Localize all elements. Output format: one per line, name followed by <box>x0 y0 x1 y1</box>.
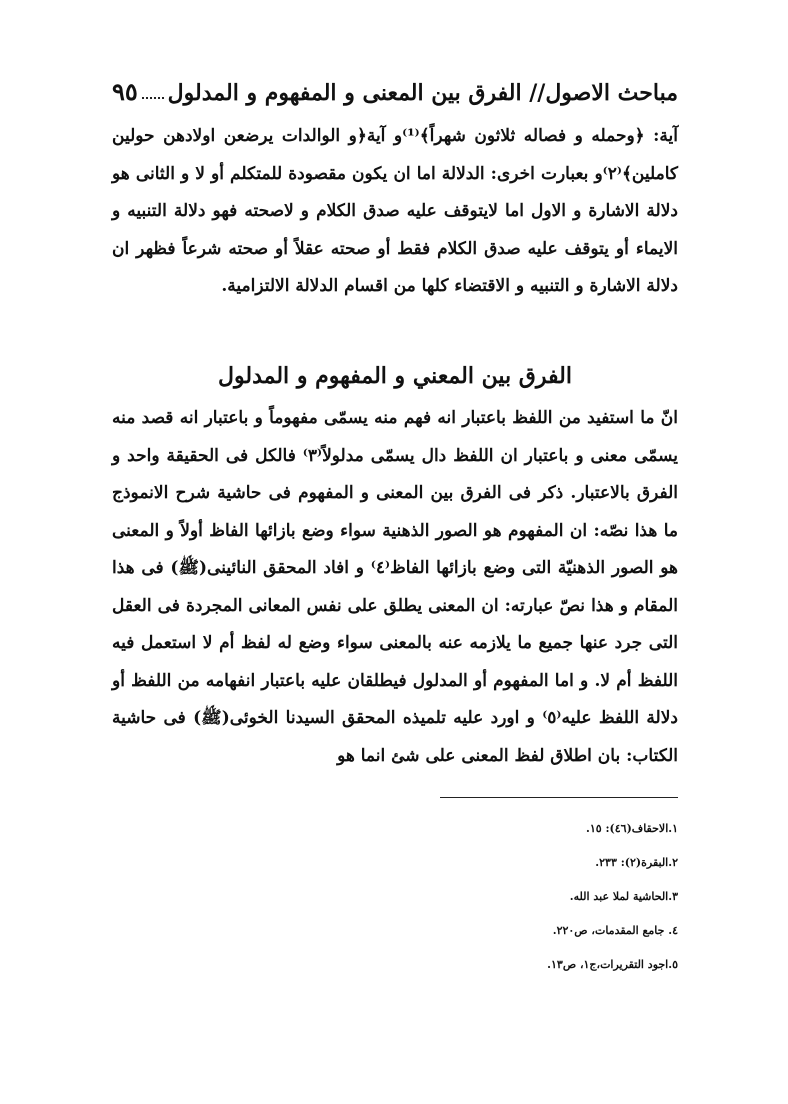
footnote-3: ٣.الحاشية لملا عبد الله. <box>569 890 678 903</box>
paragraph-2-text: انّ ما استفيد من اللفظ باعتبار انه فهم منه يسمّى مفهوماً و باعتبار انه قصد منه يسمّى معنى و باعتبار ان اللفظ دال يسمّى مدلولاً⁽٣⁾ فالكل فى الحقيقة واحد و الفرق بالاعتبار. ذكر فى الفرق بين المعنى و المفهوم فى حاشية شرح الانموذج ما هذا نصّه: ان المفهوم هو الصور الذهنية سواء وضع بازائها الفاظ أولاً و المعنى هو الصور الذهنيّة التى وضع بازائها الفاظ⁽٤⁾ و افاد المحقق النائينى(ﷺ) فى هذا المقام و هذا نصّ عبارته: ان المعنى يطلق على نفس المعانى المجردة فى العقل التى جرد عنها جميع ما يلازمه عنه بالمعنى سواء وضع له لفظ أم لا استعمل فيه اللفظ أم لا. و اما المفهوم أو المدلول فيطلقان عليه باعتبار انفهامه من اللفظ أو دلالة اللفظ عليه⁽٥⁾ و اورد عليه تلميذه المحقق السيدنا الخوئى(ﷺ) فى حاشية الكتاب: بان اطلاق لفظ المعنى على شئ انما هو <box>112 408 678 766</box>
footnote-4: ٤. جامع المقدمات، ص٢٢٠. <box>552 924 678 937</box>
body-paragraph-1 <box>112 118 678 306</box>
running-header <box>112 66 678 106</box>
footnote-5: ٥.اجود التقريرات،ج١، ص١٣. <box>547 958 678 971</box>
body-paragraph-2 <box>112 400 678 775</box>
footnote-separator <box>440 797 678 798</box>
page-number: ٩٥ <box>112 77 138 106</box>
paragraph-1-text: آية: ﴿وحمله و فصاله ثلاثون شهراً﴾⁽¹⁾و آية﴿و الوالدات يرضعن اولادهن حولين كاملين﴾⁽٢⁾و بعبارت اخرى: الدلالة اما ان يكون مقصودة للمتكلم أو لا و الثانى هو دلالة الاشارة و الاول اما لايتوقف عليه صدق الكلام و لاصحته فهو دلالة التنبيه و الايماء أو يتوقف عليه صدق الكلام فقط أو صحته عقلاً أو صحته شرعاً فظهر ان دلالة الاشارة و التنبيه و الاقتضاء كلها من اقسام الدلالة الالتزامية. <box>112 126 678 296</box>
footnote-2: ٢.البقرة(٢): ٢٣٣. <box>595 856 678 869</box>
footnotes-list <box>112 818 678 988</box>
section-heading: الفرق بين المعني و المفهوم و المدلول <box>218 363 572 389</box>
header-dot-leader <box>142 97 164 99</box>
footnote-1: ١.الاحقاف(٤٦): ١٥. <box>585 822 678 835</box>
header-title: مباحث الاصول// الفرق بين المعنى و المفهوم و المدلول <box>167 80 678 106</box>
